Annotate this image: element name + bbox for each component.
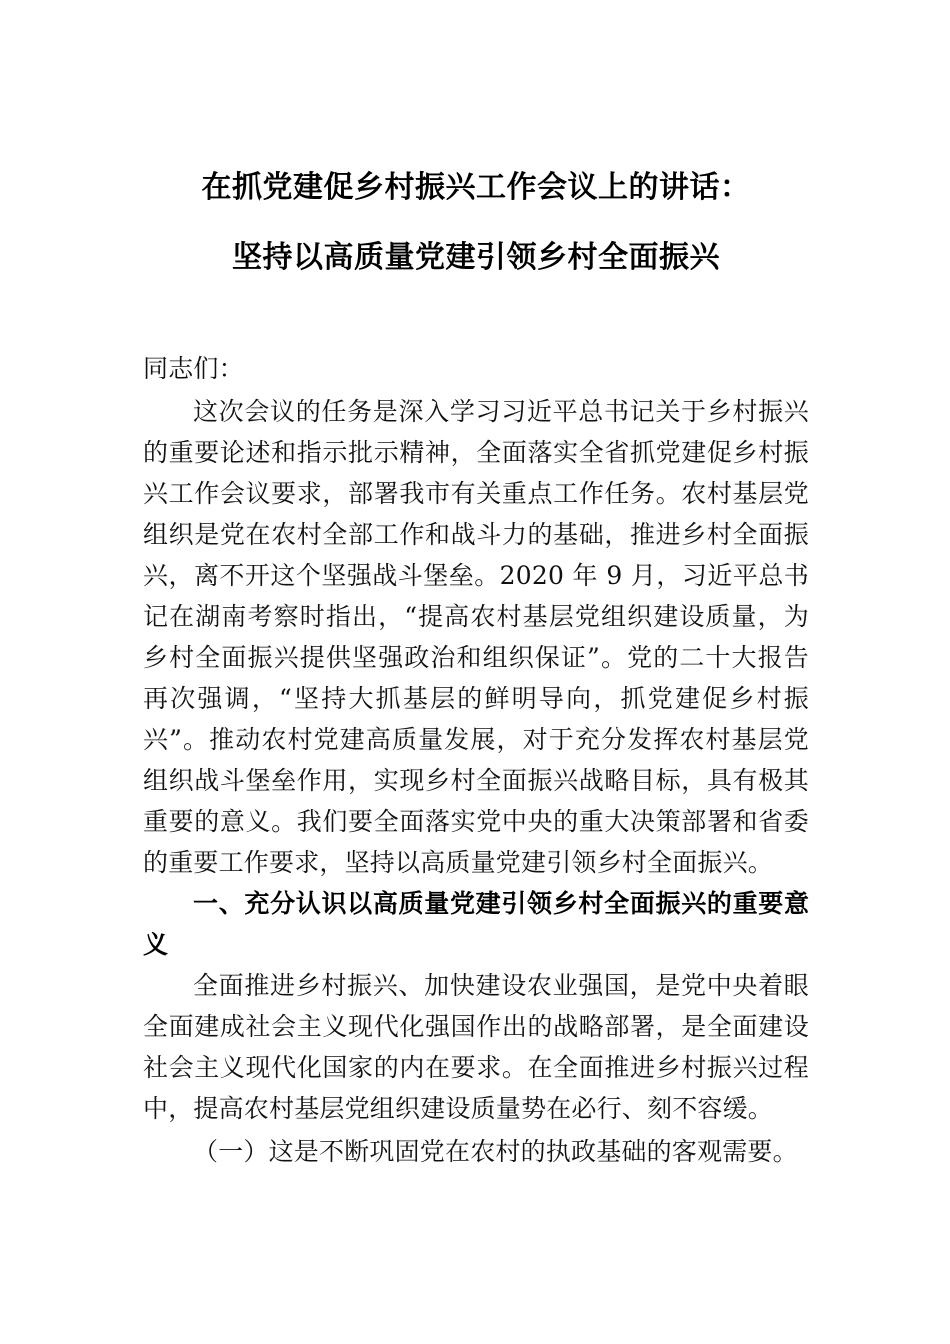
subsection-heading-1: （一）这是不断巩固党在农村的执政基础的客观需要。 — [193, 1137, 798, 1166]
document-title-block — [143, 0, 809, 286]
document-title-line-2: 坚持以高质量党建引领乡村全面振兴 — [232, 240, 720, 275]
document-title-line-1: 在抓党建促乡村振兴工作会议上的讲话： — [201, 170, 751, 205]
paragraph-intro: 这次会议的任务是深入学习习近平总书记关于乡村振兴的重要论述和指示批示精神，全面落实全省抓党建促乡村振兴工作会议要求，部署我市有关重点工作任务。农村基层党组织是党在农村全部工作和战斗力的基础，推进乡村全面振兴，离不开这个坚强战斗堡垒。2020 年 9 月，习近平总书记在湖南考察时指出，“提高农村基层党组织建设质量，为乡村全面振兴提供坚强政治和组织保证”。党的二十大报告再次强调，“坚持大抓基层的鲜明导向，抓党建促乡村振兴”。推动农村党建高质量发展，对于充分发挥农村基层党组织战斗堡垒作用，实现乡村全面振兴战略目标，具有极其重要的意义。我们要全面落实党中央的重大决策部署和省委的重要工作要求，坚持以高质量党建引领乡村全面振兴。 — [143, 397, 809, 877]
section-heading-1: 一、充分认识以高质量党建引领乡村全面振兴的重要意义 — [143, 889, 809, 959]
salutation: 同志们： — [143, 354, 244, 383]
document-text-column — [143, 0, 809, 1172]
paragraph-section-1-body: 全面推进乡村振兴、加快建设农业强国，是党中央着眼全面建成社会主义现代化强国作出的战略部署，是全面建设社会主义现代化国家的内在要求。在全面推进乡村振兴过程中，提高农村基层党组织建设质量势在必行、刻不容缓。 — [143, 971, 809, 1123]
